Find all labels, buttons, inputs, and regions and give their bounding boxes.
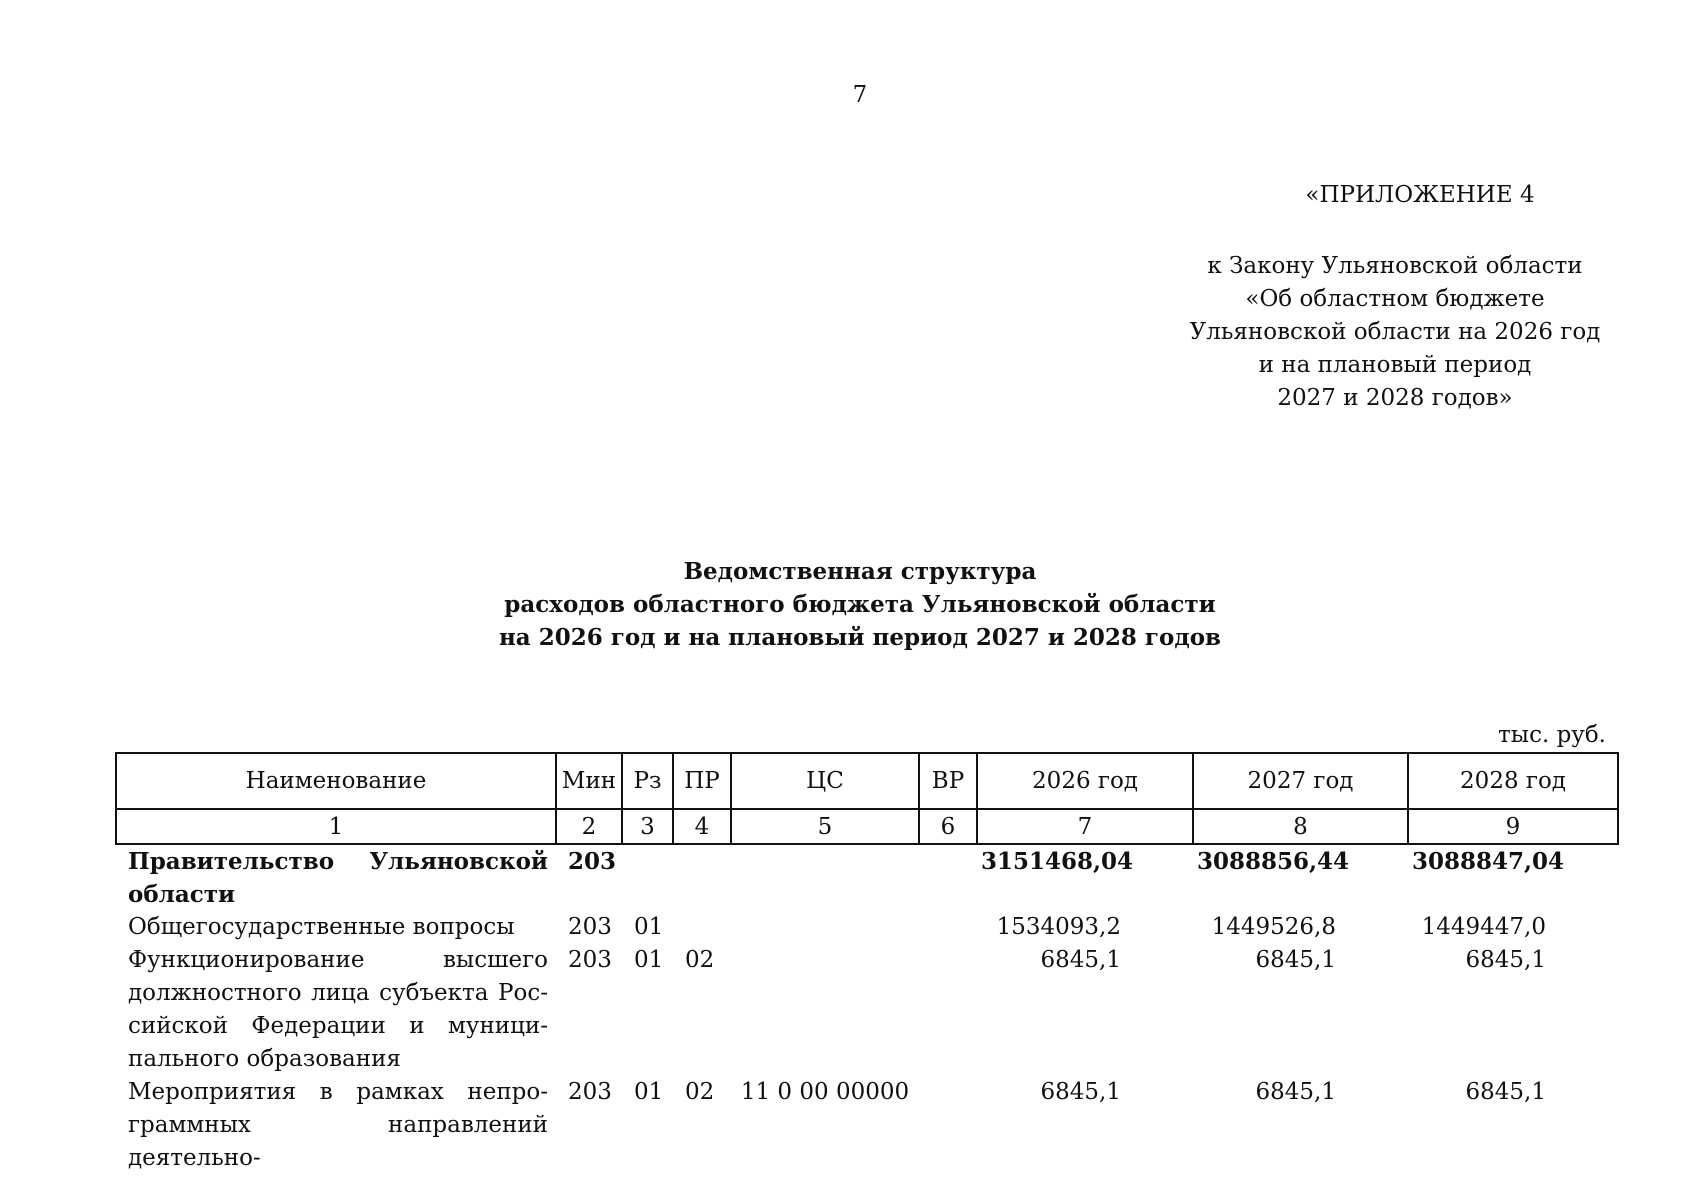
units-label: тыс. руб. xyxy=(1498,722,1606,748)
row-2026: 3151468,04 xyxy=(981,848,1134,875)
header-2028: 2028 год xyxy=(1408,753,1618,809)
header-cs: ЦС xyxy=(731,753,919,809)
column-number: 9 xyxy=(1408,809,1618,844)
law-reference xyxy=(1130,250,1660,415)
row-rz: 01 xyxy=(634,914,664,940)
table-row xyxy=(116,944,1618,1076)
row-min: 203 xyxy=(568,914,612,940)
row-2027: 3088856,44 xyxy=(1197,848,1350,875)
column-number: 8 xyxy=(1193,809,1408,844)
row-2028: 6845,1 xyxy=(1465,947,1546,973)
page-number: 7 xyxy=(852,82,868,108)
row-vr xyxy=(919,944,977,1076)
law-reference-line: 2027 и 2028 годов» xyxy=(1277,385,1513,411)
document-title-line: Ведомственная структура xyxy=(683,558,1037,585)
row-pr: 02 xyxy=(685,1079,715,1105)
table-row xyxy=(116,844,1618,911)
row-min: 203 xyxy=(568,848,617,875)
column-number: 6 xyxy=(919,809,977,844)
row-pr: 02 xyxy=(685,947,715,973)
table-header-row xyxy=(116,753,1618,809)
law-reference-line: «Об областном бюджете xyxy=(1245,286,1545,312)
row-pr xyxy=(673,911,731,944)
header-pr: ПР xyxy=(673,753,731,809)
row-min: 203 xyxy=(568,947,612,973)
row-2026: 6845,1 xyxy=(1040,1079,1121,1105)
column-number: 3 xyxy=(622,809,673,844)
header-min: Мин xyxy=(556,753,622,809)
row-2026: 1534093,2 xyxy=(996,914,1121,940)
document-title xyxy=(0,555,1696,654)
row-vr xyxy=(919,911,977,944)
row-2027: 6845,1 xyxy=(1255,947,1336,973)
budget-table xyxy=(115,752,1619,1175)
row-name: Функционирование высшего должностного лица субъекта Рос-сийской Федерации и муници-пального образования xyxy=(128,947,548,1072)
row-cs xyxy=(731,844,919,911)
row-rz xyxy=(622,844,673,911)
row-name: Общегосударственные вопросы xyxy=(128,914,515,940)
column-number: 2 xyxy=(556,809,622,844)
law-reference-line: Ульяновской области на 2026 год xyxy=(1189,319,1601,345)
row-2026: 6845,1 xyxy=(1040,947,1121,973)
law-reference-line: к Закону Ульяновской области xyxy=(1207,253,1583,279)
appendix-title: «ПРИЛОЖЕНИЕ 4 xyxy=(1305,182,1535,208)
header-vr: ВР xyxy=(919,753,977,809)
row-2027: 1449526,8 xyxy=(1211,914,1336,940)
document-title-line: расходов областного бюджета Ульяновской области xyxy=(504,591,1216,618)
row-name: Мероприятия в рамках непро-граммных направлений деятельно- xyxy=(128,1079,548,1171)
column-number: 7 xyxy=(977,809,1193,844)
header-2026: 2026 год xyxy=(977,753,1193,809)
row-name: Правительство Ульяновской области xyxy=(128,848,548,908)
header-rz: Рз xyxy=(622,753,673,809)
row-cs xyxy=(731,911,919,944)
row-2028: 3088847,04 xyxy=(1412,848,1565,875)
row-2027: 6845,1 xyxy=(1255,1079,1336,1105)
header-name: Наименование xyxy=(116,753,556,809)
column-number: 1 xyxy=(116,809,556,844)
law-reference-line: и на плановый период xyxy=(1258,352,1532,378)
column-number: 4 xyxy=(673,809,731,844)
table-row xyxy=(116,911,1618,944)
row-2028: 1449447,0 xyxy=(1421,914,1546,940)
row-rz: 01 xyxy=(634,947,664,973)
row-pr xyxy=(673,844,731,911)
row-min: 203 xyxy=(568,1079,612,1105)
row-rz: 01 xyxy=(634,1079,664,1105)
row-vr xyxy=(919,1076,977,1175)
document-title-line: на 2026 год и на плановый период 2027 и 2028 годов xyxy=(498,624,1222,651)
row-vr xyxy=(919,844,977,911)
row-cs: 11 0 00 00000 xyxy=(740,1079,910,1105)
column-number-row xyxy=(116,809,1618,844)
row-2028: 6845,1 xyxy=(1465,1079,1546,1105)
table-row xyxy=(116,1076,1618,1175)
row-cs xyxy=(731,944,919,1076)
column-number: 5 xyxy=(731,809,919,844)
header-2027: 2027 год xyxy=(1193,753,1408,809)
